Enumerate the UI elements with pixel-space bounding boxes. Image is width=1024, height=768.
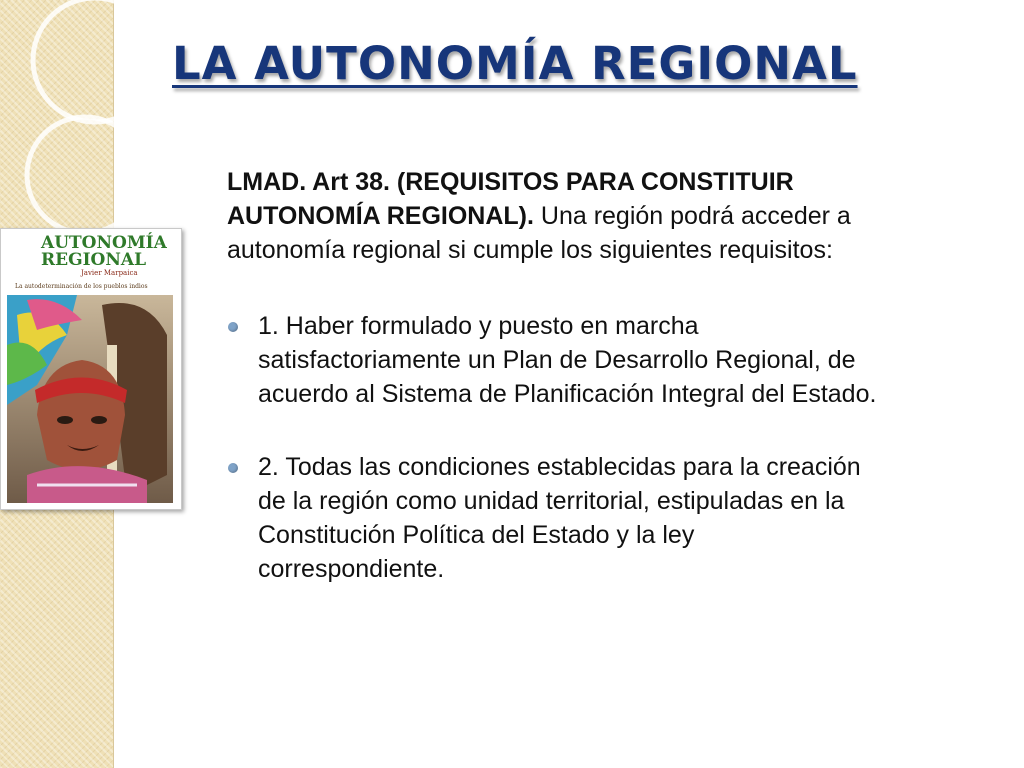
slide-title: LA AUTONOMÍA REGIONAL xyxy=(172,37,858,90)
book-cover-tagline: La autodeterminación de los pueblos indios xyxy=(15,283,148,290)
requirement-text: 1. Haber formulado y puesto en marcha satisfactoriamente un Plan de Desarrollo Regional, de acuerdo al Sistema de Planificación Integral del Estado. xyxy=(258,312,877,408)
slide-body xyxy=(227,165,887,625)
list-item xyxy=(227,309,887,411)
bullet-icon xyxy=(228,322,238,332)
article-intro-text: Una región podrá acceder a autonomía regional si cumple los siguientes requisitos: xyxy=(227,202,851,264)
book-cover-title-line1: AUTONOMÍA xyxy=(41,233,167,253)
decorative-rings xyxy=(0,0,140,240)
book-cover-author: Javier Marpaica xyxy=(81,269,138,277)
book-cover-title-line2: REGIONAL xyxy=(41,250,147,270)
book-cover-image xyxy=(0,228,182,510)
book-cover-portrait xyxy=(7,295,173,503)
article-reference: LMAD. Art 38. (REQUISITOS PARA CONSTITUIR AUTONOMÍA REGIONAL). xyxy=(227,168,794,230)
requirement-text: 2. Todas las condiciones establecidas para la creación de la región como unidad territorial, estipuladas en la Constitución Política del Estado y la ley correspondiente. xyxy=(258,453,861,583)
list-item xyxy=(227,450,887,586)
article-intro xyxy=(227,165,887,267)
requirements-list xyxy=(227,309,887,586)
book-cover-title xyxy=(41,235,167,269)
bullet-icon xyxy=(228,463,238,473)
